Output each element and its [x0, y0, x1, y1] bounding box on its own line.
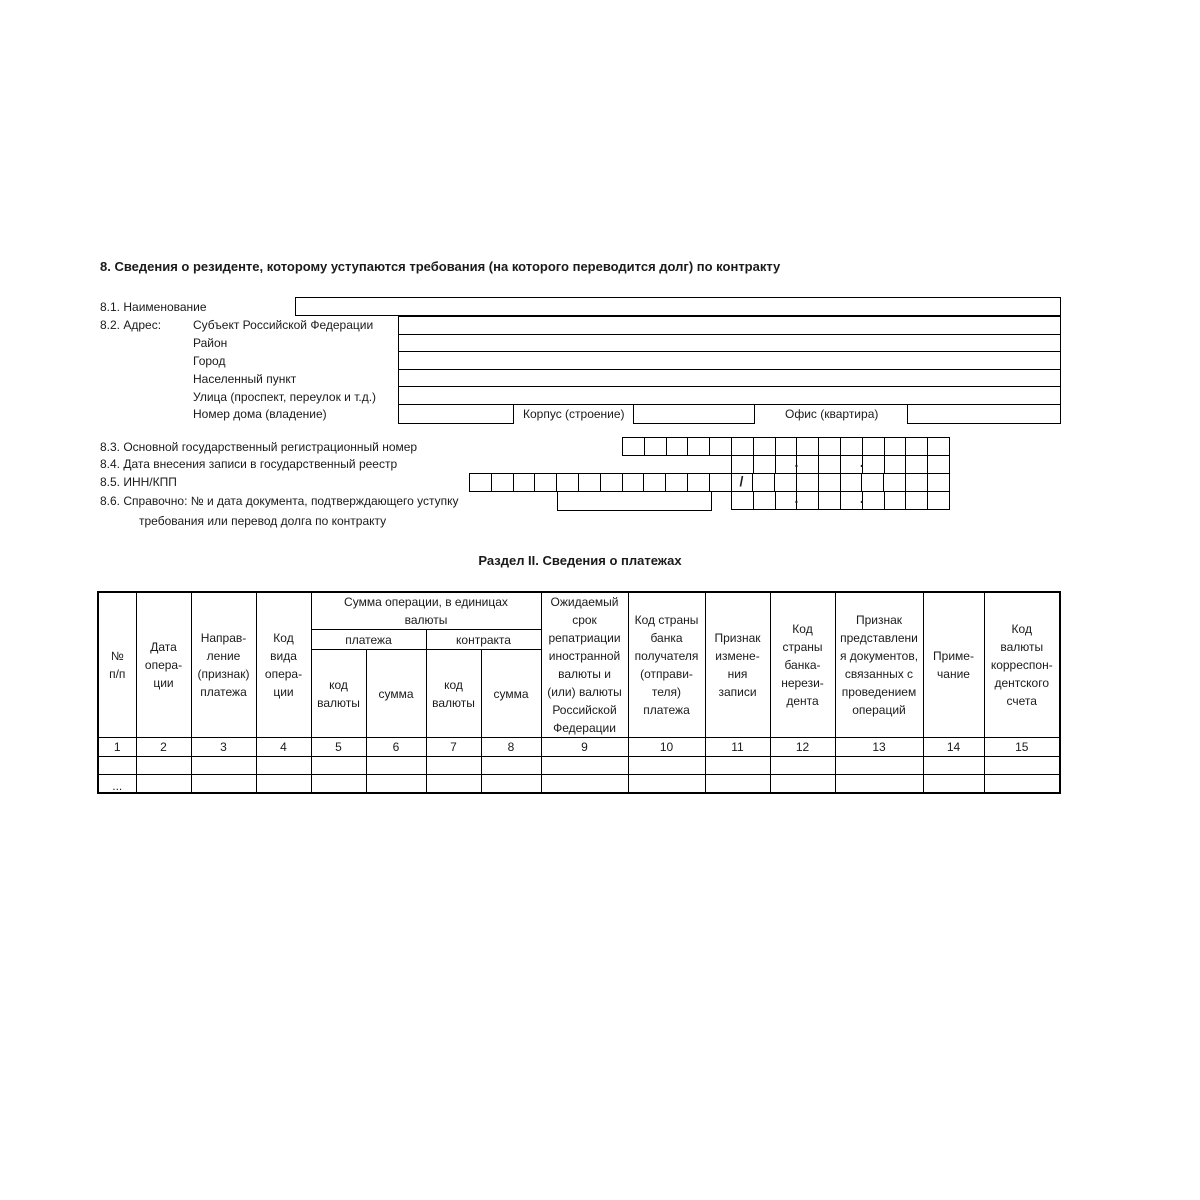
- table-cell[interactable]: [366, 775, 426, 793]
- table-cell[interactable]: [984, 757, 1060, 775]
- section-8-title: 8. Сведения о резиденте, которому уступаются требования (на которого переводится долг) по контракту: [100, 259, 781, 274]
- reg-date-digit-cell[interactable]: [884, 455, 907, 474]
- table-cell[interactable]: [256, 775, 311, 793]
- header-payment-sum: сумма: [366, 650, 426, 738]
- ogrn-digit-cell[interactable]: [666, 437, 689, 456]
- table-cell[interactable]: [984, 775, 1060, 793]
- office-label: Офис (квартира): [785, 407, 879, 421]
- table-cell[interactable]: [541, 775, 628, 793]
- inn-kpp-label: 8.5. ИНН/КПП: [100, 475, 177, 489]
- reference-date-digit-cell[interactable]: [818, 491, 841, 510]
- table-cell[interactable]: [923, 757, 984, 775]
- date-separator-dot: .: [794, 454, 799, 470]
- table-cell[interactable]: [311, 757, 366, 775]
- header-direction: Направ- ление (признак) платежа: [191, 592, 256, 738]
- reg-date-digit-cell[interactable]: [753, 455, 776, 474]
- column-number: 4: [256, 738, 311, 757]
- house-label: Номер дома (владение): [193, 407, 327, 421]
- table-cell[interactable]: [191, 775, 256, 793]
- inn-kpp-digit-cell[interactable]: [883, 473, 906, 492]
- table-cell[interactable]: [705, 757, 770, 775]
- inn-kpp-digit-cell[interactable]: [491, 473, 514, 492]
- column-number: 15: [984, 738, 1060, 757]
- table-cell[interactable]: [426, 757, 481, 775]
- ogrn-label: 8.3. Основной государственный регистрационный номер: [100, 440, 418, 454]
- column-number: 11: [705, 738, 770, 757]
- ogrn-digit-cell[interactable]: [862, 437, 885, 456]
- table-row: [98, 775, 1060, 793]
- table-cell[interactable]: [426, 775, 481, 793]
- table-cell[interactable]: [311, 775, 366, 793]
- reference-label-cont: требования или перевод долга по контракту: [139, 514, 387, 528]
- inn-kpp-digit-cell[interactable]: [687, 473, 710, 492]
- table-cell[interactable]: [98, 757, 136, 775]
- district-field[interactable]: [398, 334, 1061, 353]
- reg-date-digit-cell[interactable]: [905, 455, 928, 474]
- inn-kpp-digit-cell[interactable]: [665, 473, 688, 492]
- header-documents-flag: Признак представлени я документов, связанных с проведением операций: [835, 592, 923, 738]
- locality-label: Населенный пункт: [193, 372, 297, 386]
- header-number: № п/п: [98, 592, 136, 738]
- header-corr-currency: Код валюты корреспон- дентского счета: [984, 592, 1060, 738]
- office-field[interactable]: [907, 404, 1061, 424]
- inn-kpp-digit-cell[interactable]: [796, 473, 819, 492]
- header-contract-group: контракта: [426, 630, 541, 650]
- column-number: 8: [481, 738, 541, 757]
- ogrn-digit-cell[interactable]: [884, 437, 907, 456]
- reference-date-digit-cell[interactable]: [731, 491, 754, 510]
- table-cell[interactable]: [705, 775, 770, 793]
- table-cell[interactable]: [481, 775, 541, 793]
- column-number: 1: [98, 738, 136, 757]
- locality-field[interactable]: [398, 369, 1061, 388]
- city-field[interactable]: [398, 351, 1061, 370]
- table-cell[interactable]: [481, 757, 541, 775]
- inn-kpp-digit-cell[interactable]: [513, 473, 536, 492]
- table-cell[interactable]: [770, 775, 835, 793]
- ogrn-digit-cell[interactable]: [644, 437, 667, 456]
- subject-label: Субъект Российской Федерации: [193, 318, 374, 332]
- reference-date-digit-cell[interactable]: [905, 491, 928, 510]
- payments-table: [97, 591, 1061, 794]
- reference-date-digit-cell[interactable]: [753, 491, 776, 510]
- column-numbers-row: [98, 738, 1060, 757]
- inn-kpp-digit-cell[interactable]: [861, 473, 884, 492]
- header-operation-code: Код вида опера- ции: [256, 592, 311, 738]
- ogrn-digit-cell[interactable]: [709, 437, 732, 456]
- inn-kpp-digit-cell[interactable]: [752, 473, 775, 492]
- inn-kpp-digit-cell[interactable]: [469, 473, 492, 492]
- building-label: Корпус (строение): [523, 407, 625, 421]
- table-cell[interactable]: [628, 757, 705, 775]
- table-cell[interactable]: [835, 757, 923, 775]
- header-operation-sum: Сумма операции, в единицах валюты: [311, 592, 541, 630]
- inn-kpp-digit-cell[interactable]: [709, 473, 732, 492]
- ogrn-digit-cell[interactable]: [731, 437, 754, 456]
- building-field[interactable]: [633, 404, 755, 424]
- table-cell[interactable]: [541, 757, 628, 775]
- column-number: 6: [366, 738, 426, 757]
- header-repatriation-term: Ожидаемый срок репатриации иностранной валюты и (или) валюты Российской Федерации: [541, 592, 628, 738]
- table-cell[interactable]: [628, 775, 705, 793]
- inn-kpp-digit-cell[interactable]: [643, 473, 666, 492]
- reference-label: 8.6. Справочно: № и дата документа, подтверждающего уступку: [100, 494, 459, 508]
- ellipsis-cell[interactable]: ...: [98, 775, 136, 793]
- header-contract-currency-code: код валюты: [426, 650, 481, 738]
- name-label: 8.1. Наименование: [100, 300, 207, 314]
- column-number: 2: [136, 738, 191, 757]
- header-nonresident-country: Код страны банка- нерези- дента: [770, 592, 835, 738]
- table-cell[interactable]: [256, 757, 311, 775]
- table-row: [98, 757, 1060, 775]
- inn-kpp-digit-cell[interactable]: [556, 473, 579, 492]
- table-cell[interactable]: [366, 757, 426, 775]
- header-note: Приме- чание: [923, 592, 984, 738]
- table-cell[interactable]: [770, 757, 835, 775]
- header-country-code: Код страны банка получателя (отправи- теля) платежа: [628, 592, 705, 738]
- reference-date-digit-cell[interactable]: [927, 491, 950, 510]
- city-label: Город: [193, 354, 226, 368]
- date-separator-dot: .: [859, 490, 864, 506]
- reference-number-field[interactable]: [557, 491, 712, 511]
- reg-date-digit-cell[interactable]: [731, 455, 754, 474]
- district-label: Район: [193, 336, 228, 350]
- header-change-flag: Признак измене- ния записи: [705, 592, 770, 738]
- ogrn-digit-cell[interactable]: [753, 437, 776, 456]
- inn-kpp-digit-cell[interactable]: [534, 473, 557, 492]
- reg-date-digit-cell[interactable]: [927, 455, 950, 474]
- inn-kpp-digit-cell[interactable]: [578, 473, 601, 492]
- table-cell[interactable]: [923, 775, 984, 793]
- reg-date-label: 8.4. Дата внесения записи в государственный реестр: [100, 457, 398, 471]
- table-cell[interactable]: [191, 757, 256, 775]
- header-payment-group: платежа: [311, 630, 426, 650]
- table-cell[interactable]: [136, 775, 191, 793]
- inn-kpp-digit-cell[interactable]: [927, 473, 950, 492]
- table-cell[interactable]: [136, 757, 191, 775]
- ogrn-digit-cell[interactable]: [818, 437, 841, 456]
- header-operation-date: Дата опера- ции: [136, 592, 191, 738]
- street-label: Улица (проспект, переулок и т.д.): [193, 390, 377, 404]
- reference-date-digit-cell[interactable]: [884, 491, 907, 510]
- reg-date-digit-cell[interactable]: [818, 455, 841, 474]
- table-cell[interactable]: [835, 775, 923, 793]
- column-number: 14: [923, 738, 984, 757]
- name-field[interactable]: [295, 297, 1061, 316]
- ogrn-digit-cell[interactable]: [796, 437, 819, 456]
- inn-kpp-digit-cell[interactable]: [622, 473, 645, 492]
- ogrn-digit-cell[interactable]: [622, 437, 645, 456]
- column-number: 12: [770, 738, 835, 757]
- header-payment-currency-code: код валюты: [311, 650, 366, 738]
- street-field[interactable]: [398, 386, 1061, 405]
- column-number: 5: [311, 738, 366, 757]
- ogrn-digit-cell[interactable]: [687, 437, 710, 456]
- column-number: 3: [191, 738, 256, 757]
- ogrn-digit-cell[interactable]: [905, 437, 928, 456]
- house-field[interactable]: [398, 404, 514, 424]
- subject-field[interactable]: [398, 316, 1061, 335]
- inn-kpp-digit-cell[interactable]: [600, 473, 623, 492]
- header-contract-sum: сумма: [481, 650, 541, 738]
- inn-kpp-separator: /: [739, 473, 744, 489]
- section-2-title: Раздел II. Сведения о платежах: [478, 553, 682, 568]
- date-separator-dot: .: [794, 490, 799, 506]
- date-separator-dot: .: [859, 454, 864, 470]
- inn-kpp-digit-cell[interactable]: [818, 473, 841, 492]
- inn-kpp-digit-cell[interactable]: [905, 473, 928, 492]
- column-number: 13: [835, 738, 923, 757]
- column-number: 10: [628, 738, 705, 757]
- column-number: 9: [541, 738, 628, 757]
- ogrn-digit-cell[interactable]: [927, 437, 950, 456]
- address-label: 8.2. Адрес:: [100, 318, 162, 332]
- column-number: 7: [426, 738, 481, 757]
